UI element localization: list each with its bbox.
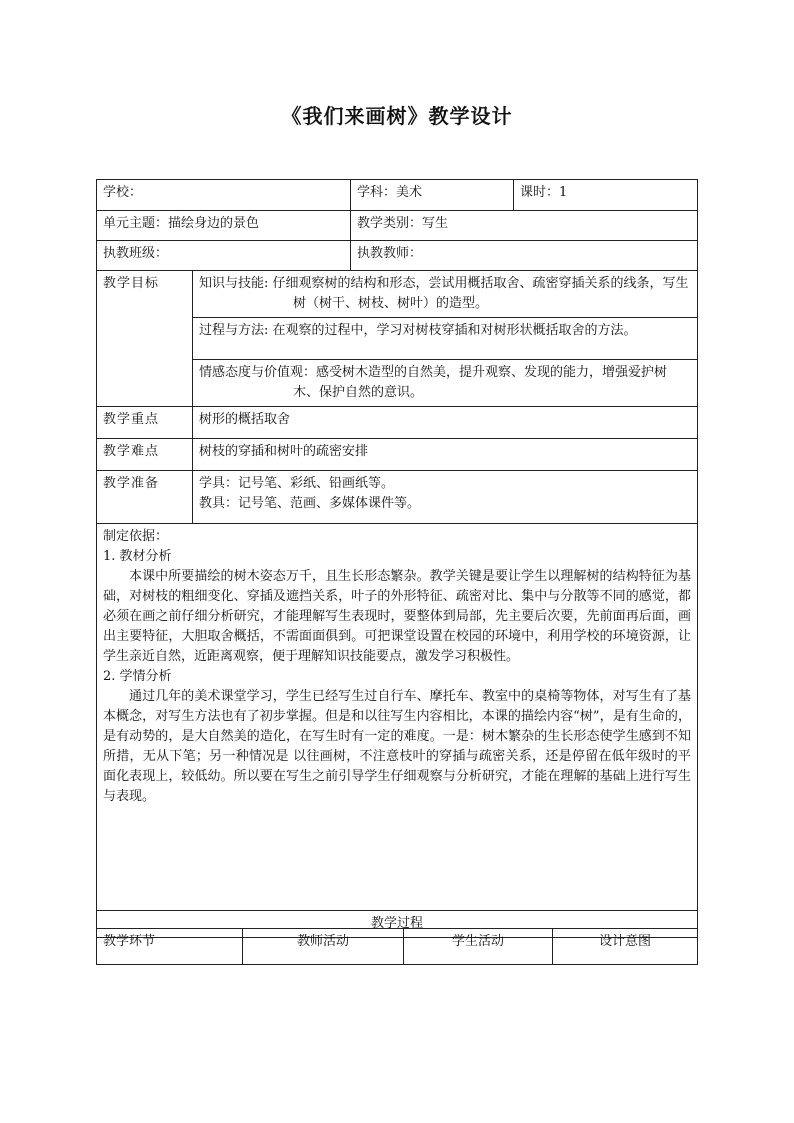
basis-heading: 制定依据： bbox=[103, 529, 169, 544]
basis-cell bbox=[97, 524, 698, 911]
school-cell bbox=[97, 180, 351, 211]
column-header-design-intent bbox=[553, 929, 698, 965]
process-title: 教学过程 bbox=[370, 916, 423, 931]
lesson-hours-cell bbox=[514, 180, 698, 211]
column-header-teacher-activity bbox=[243, 929, 404, 965]
content-table bbox=[96, 270, 698, 938]
key-point-cell bbox=[193, 407, 698, 439]
goal-process: 过程与方法: 在观察的过程中，学习对树枝穿插和对树形状概括取舍的方法。 bbox=[199, 323, 637, 338]
goal-process-cell bbox=[193, 318, 698, 360]
preparation-label: 教学准备 bbox=[103, 476, 160, 491]
column-student-activity-label: 学生活动 bbox=[451, 934, 504, 949]
preparation-cell bbox=[193, 471, 698, 524]
teaching-type-label: 教学类别：写生 bbox=[357, 216, 449, 231]
section1-text: 本课中所要描绘的树木姿态万千，且生长形态繁杂。教学关键是要让学生以理解树的结构特征为基础，对树枝的粗细变化、穿插及遮挡关系，叶子的外形特征、疏密对比、集中与分散等不同的感觉，都必须在画之前仔细分析研究，才能理解写生表现时，要整体到局部，先主要后次要，先前面再后面，画出主要特征，大胆取舍概括，不需面面俱到。可把课堂设置在校园的环境中，利用学校的环境资源，让学生亲近自然，近距离观察，便于理解知识技能要点，激发学习积极性。 bbox=[103, 569, 691, 664]
unit-theme-label: 单元主题：描绘身边的景色 bbox=[103, 216, 260, 231]
column-stage-label: 教学环节 bbox=[103, 934, 156, 949]
difficulty-content: 树枝的穿插和树叶的疏密安排 bbox=[199, 444, 369, 459]
school-label: 学校： bbox=[103, 185, 143, 200]
student-tools: 学具：记号笔、彩纸、铅画纸等。 bbox=[199, 476, 395, 491]
subject-label: 学科：美术 bbox=[357, 185, 423, 200]
section2-text: 通过几年的美术课堂学习，学生已经写生过自行车、摩托车、教室中的桌椅等物体，对写生有了基本概念，对写生方法也有了初步掌握。但是和以往写生内容相比，本课的描绘内容“树”，是有生命的，是有动势的，是大自然美的造化，在写生时有一定的难度。一是：树木繁杂的生长形态使学生感到不知所措，无从下笔；另一种情况是 以往画树，不注意枝叶的穿插与疏密关系，还是停留在低年级时的平面化表现上，较低幼。所以要在写生之前引导学生仔细观察与分析研究，才能在理解的基础上进行写生与表现。 bbox=[103, 689, 691, 804]
teaching-type-cell bbox=[351, 211, 698, 241]
class-label: 执教班级： bbox=[103, 246, 169, 261]
teacher-label: 执教教师： bbox=[357, 246, 423, 261]
goal-knowledge: 知识与技能: 仔细观察树的结构和形态，尝试用概括取舍、疏密穿插关系的线条，写生树（树干、树枝、树叶）的造型。 bbox=[199, 276, 689, 311]
teacher-cell bbox=[351, 241, 698, 271]
subject-cell bbox=[351, 180, 514, 211]
section1-title: 1. 教材分析 bbox=[103, 549, 172, 564]
process-header-table bbox=[96, 928, 698, 965]
section2-title: 2. 学情分析 bbox=[103, 669, 172, 684]
goals-label: 教学目标 bbox=[103, 276, 160, 291]
key-point-label-cell bbox=[97, 407, 193, 439]
goal-emotion: 情感态度与价值观：感受树木造型的自然美，提升观察、发现的能力，增强爱护树木、保护自然的意识。 bbox=[199, 365, 668, 400]
goals-label-cell bbox=[97, 271, 193, 407]
key-point-label: 教学重点 bbox=[103, 412, 160, 427]
column-design-intent-label: 设计意图 bbox=[598, 934, 651, 949]
preparation-label-cell bbox=[97, 471, 193, 524]
header-table bbox=[96, 179, 698, 271]
lesson-hours-label: 课时：1 bbox=[520, 185, 568, 200]
key-point-content: 树形的概括取舍 bbox=[199, 412, 291, 427]
process-header-row bbox=[97, 929, 698, 965]
difficulty-label-cell bbox=[97, 439, 193, 471]
teacher-tools: 教具：记号笔、范画、多媒体课件等。 bbox=[199, 496, 421, 511]
column-teacher-activity-label: 教师活动 bbox=[296, 934, 349, 949]
document-title: 《我们来画树》教学设计 bbox=[281, 104, 513, 128]
column-header-student-activity bbox=[404, 929, 553, 965]
goal-knowledge-cell bbox=[193, 271, 698, 318]
column-header-stage bbox=[97, 929, 243, 965]
goal-emotion-cell bbox=[193, 360, 698, 407]
difficulty-cell bbox=[193, 439, 698, 471]
unit-theme-cell bbox=[97, 211, 351, 241]
class-cell bbox=[97, 241, 351, 271]
difficulty-label: 教学难点 bbox=[103, 444, 160, 459]
